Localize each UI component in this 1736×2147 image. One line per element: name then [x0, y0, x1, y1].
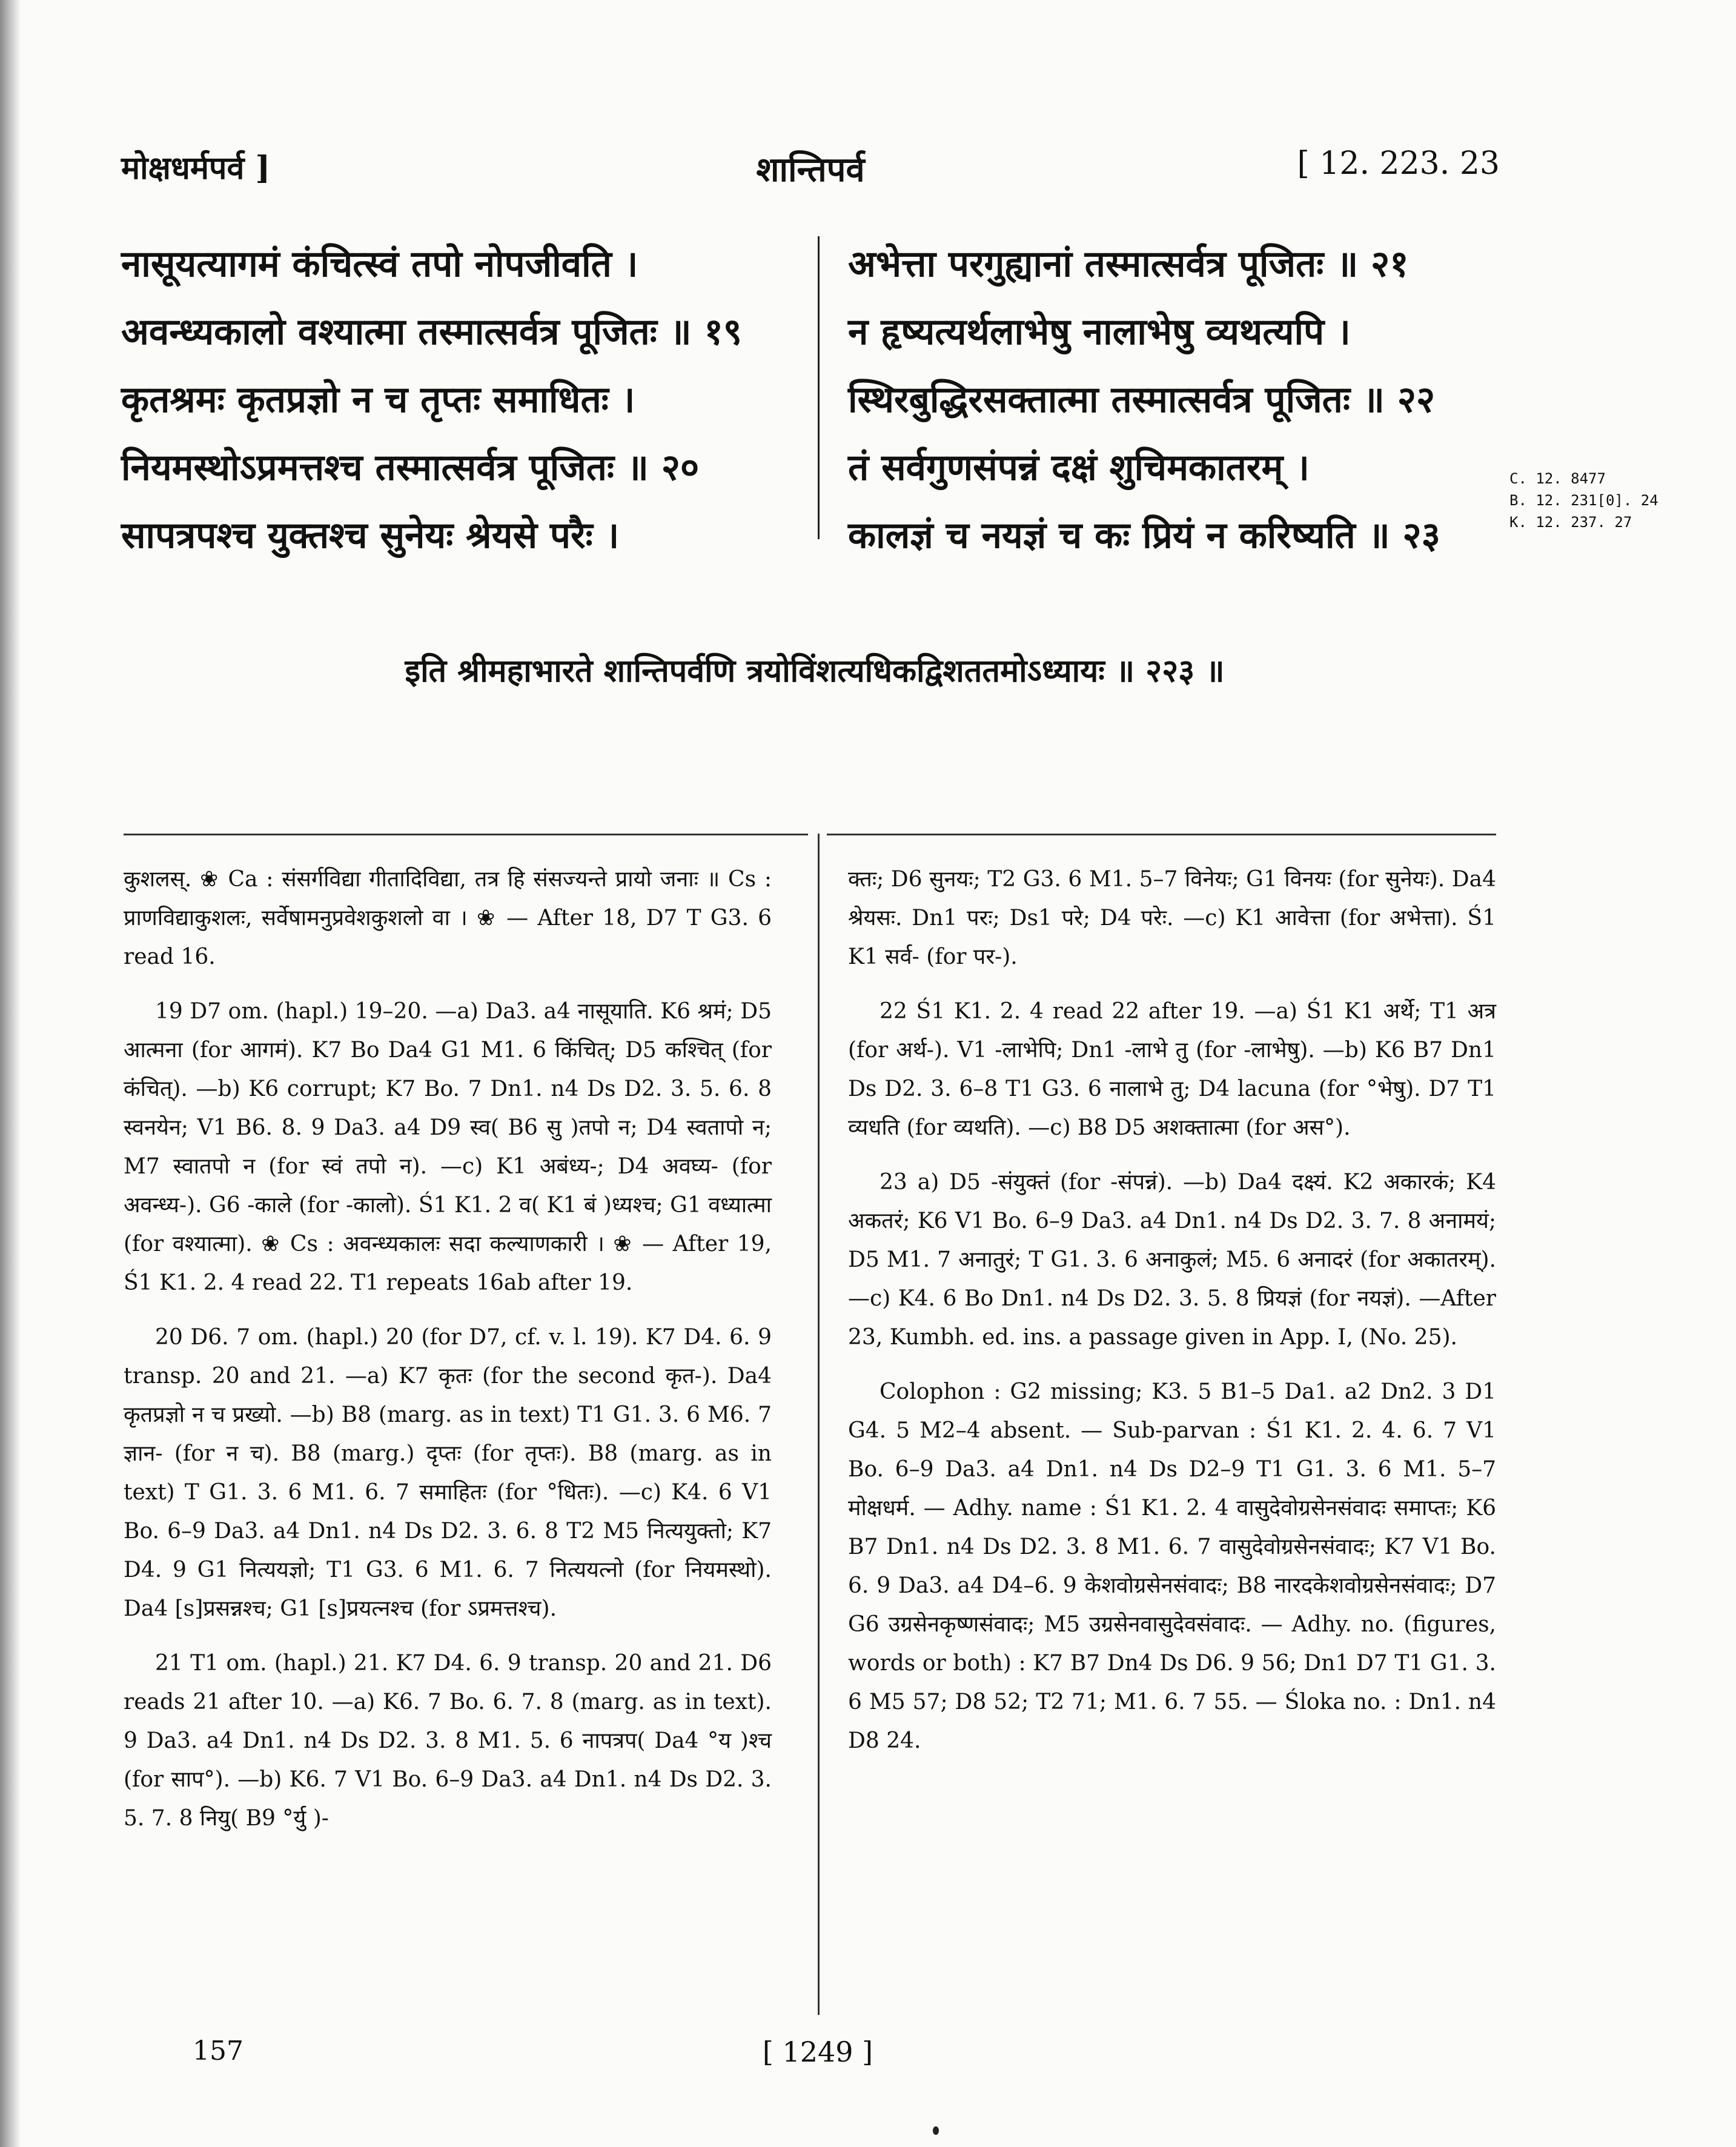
note-paragraph: 21 T1 om. (hapl.) 21. K7 D4. 6. 9 transp. 20 and 21. D6 reads 21 after 10. —a) K6. 7 Bo. 6. 7. 8 (marg. as in text). 9 Da3. a4 Dn1. n4 Ds D2. 3. 8 M1. 5. 6 नापत्रप( Da4 °य )श्च (for साप°). —b) K6. 7 V1 Bo. 6–9 Da3. a4 Dn1. n4 Ds D2. 3. 5. 7. 8 नियु( B9 °र्यु )- [124, 1651, 772, 1831]
verse-column-right [848, 230, 1520, 569]
verse-line: नासूयत्यागमं कंचित्स्वं तपो नोपजीवति । [121, 243, 638, 285]
verse-column-left [121, 230, 793, 569]
note-paragraph: 22 Ś1 K1. 2. 4 read 22 after 19. —a) Ś1 K1 अर्थे; T1 अत्र (for अर्थ-). V1 -लाभेपि; Dn1 -लाभे तु (for -लाभेषु). —b) K6 B7 Dn1 Ds D2. 3. 6–8 T1 G3. 6 नालाभे तु; D4 lacuna (for °भेषु). D7 T1 व्यधति (for व्यथति). —c) B8 D5 अशक्तात्मा (for अस°). [848, 999, 1496, 1140]
note-paragraph: 23 a) D5 -संयुक्तं (for -संपन्नं). —b) Da4 दक्ष्यं. K2 अकारकं; K4 अकतरं; K6 V1 Bo. 6–9 Da3. a4 Dn1. n4 Ds D2. 3. 7. 8 अनामयं; D5 M1. 7 अनातुरं; T G1. 3. 6 अनाकुलं; M5. 6 अनादरं (for अकातरम्). —c) K4. 6 Bo Dn1. n4 Ds D2. 3. 5. 8 प्रियज्ञं (for नयज्ञं). —After 23, Kumbh. ed. ins. a passage given in App. I, (No. 25). [848, 1170, 1496, 1350]
header-parvan-title: शान्तिपर्व [756, 150, 865, 190]
verse-line: कालज्ञं च नयज्ञं च कः प्रियं न करिष्यति ॥ २३ [848, 514, 1440, 557]
notes-rule-left [124, 834, 808, 835]
page-number: 157 [193, 2036, 244, 2066]
verse-line: अभेत्ता परगुह्यानां तस्मात्सर्वत्र पूजितः ॥ २१ [848, 243, 1409, 285]
header-section-title: मोक्षधर्मपर्व ] [121, 150, 271, 187]
verse-line: नियमस्थोऽप्रमत्तश्च तस्मात्सर्वत्र पूजितः ॥ २० [121, 446, 700, 489]
header-verse-ref: [ 12. 223. 23 [1297, 145, 1500, 182]
note-paragraph: कुशलस्. ❀ Ca : संसर्गविद्या गीतादिविद्या, तत्र हि संसज्यन्ते प्रायो जनाः ॥ Cs : प्राणविद्याकुशलः, सर्वेषामनुप्रवेशकुशलो वा । ❀ — After 18, D7 T G3. 6 read 16. [124, 867, 772, 969]
edition-ref: C. 12. 8477 [1509, 470, 1606, 487]
verse-column-divider [818, 236, 820, 539]
verse-line: न हृष्यत्यर्थलाभेषु नालाभेषु व्यथत्यपि । [848, 311, 1351, 353]
verse-line: सापत्रपश्च युक्तश्च सुनेयः श्रेयसे परैः । [121, 514, 620, 557]
note-paragraph: 19 D7 om. (hapl.) 19–20. —a) Da3. a4 नासूयाति. K6 श्रमं; D5 आत्मना (for आगमं). K7 Bo Da4 G1 M1. 6 किंचित्; D5 कश्चित् (for कंचित्). —b) K6 corrupt; K7 Bo. 7 Dn1. n4 Ds D2. 3. 5. 6. 8 स्वनयेन; V1 B6. 8. 9 Da3. a4 D9 स्व( B6 सु )तपो न; D4 स्वतापो न; M7 स्वातपो न (for स्वं तपो न). —c) K1 अबंध्य-; D4 अवघ्य- (for अवन्ध्य-). G6 -काले (for -कालो). Ś1 K1. 2 व( K1 बं )ध्यश्च; G1 वध्यात्मा (for वश्यात्मा). ❀ Cs : अवन्ध्यकालः सदा कल्याणकारी । ❀ — After 19, Ś1 K1. 2. 4 read 22. T1 repeats 16ab after 19. [124, 999, 772, 1295]
verse-line: तं सर्वगुणसंपन्नं दक्षं शुचिमकातरम् । [848, 446, 1310, 489]
notes-rule-right [827, 834, 1496, 835]
edition-ref: B. 12. 231[0]. 24 [1509, 492, 1658, 509]
edition-references [1509, 468, 1658, 533]
verse-line: स्थिरबुद्धिरसक्तात्मा तस्मात्सर्वत्र पूजितः ॥ २२ [848, 379, 1436, 421]
verse-line: अवन्ध्यकालो वश्यात्मा तस्मात्सर्वत्र पूजितः ॥ १९ [121, 311, 742, 353]
binding-shadow [0, 0, 21, 2147]
note-paragraph: क्तः; D6 सुनयः; T2 G3. 6 M1. 5–7 विनेयः; G1 विनयः (for सुनेयः). Da4 श्रेयसः. Dn1 परः; Ds1 परे; D4 परेः. —c) K1 आवेत्ता (for अभेत्ता). Ś1 K1 सर्व- (for पर-). [848, 867, 1496, 969]
critical-notes-left [124, 860, 772, 1854]
note-paragraph: 20 D6. 7 om. (hapl.) 20 (for D7, cf. v. l. 19). K7 D4. 6. 9 transp. 20 and 21. —a) K7 कृतः (for the second कृत-). Da4 कृतप्रज्ञो न च प्रख्यो. —b) B8 (marg. as in text) T1 G1. 3. 6 M6. 7 ज्ञान- (for न च). B8 (marg.) दृप्तः (for तृप्तः). B8 (marg. as in text) T G1. 3. 6 M1. 6. 7 समाहितः (for °धितः). —c) K4. 6 V1 Bo. 6–9 Da3. a4 Dn1. n4 Ds D2. 3. 6. 8 T2 M5 नित्ययुक्तो; K7 D4. 9 G1 नित्ययज्ञो; T1 G3. 6 M1. 6. 7 नित्ययत्नो (for नियमस्थो). Da4 [s]प्रसन्नश्च; G1 [s]प्रयत्नश्च (for ऽप्रमत्तश्च). [124, 1325, 772, 1621]
edition-ref: K. 12. 237. 27 [1509, 514, 1632, 531]
notes-column-divider [818, 834, 820, 2015]
critical-notes-right [848, 860, 1496, 1776]
ink-mark [933, 2126, 939, 2135]
running-header [121, 145, 1500, 194]
volume-page-number: [ 1249 ] [762, 2036, 873, 2068]
chapter-colophon: इति श्रीमहाभारते शान्तिपर्वणि त्रयोविंशत्यधिकद्विशततमोऽध्यायः ॥ २२३ ॥ [405, 652, 1225, 689]
verse-line: कृतश्रमः कृतप्रज्ञो न च तृप्तः समाधितः । [121, 379, 635, 421]
note-paragraph: Colophon : G2 missing; K3. 5 B1–5 Da1. a2 Dn2. 3 D1 G4. 5 M2–4 absent. — Sub-parvan : Ś1 K1. 2. 4. 6. 7 V1 Bo. 6–9 Da3. a4 Dn1. n4 Ds D2–9 T1 G1. 3. 6 M1. 5–7 मोक्षधर्म. — Adhy. name : Ś1 K1. 2. 4 वासुदेवोग्रसेनसंवादः समाप्तः; K6 B7 Dn1. n4 Ds D2. 3. 8 M1. 6. 7 वासुदेवोग्रसेनसंवादः; K7 V1 Bo. 6. 9 Da3. a4 D4–6. 9 केशवोग्रसेनसंवादः; B8 नारदकेशवोग्रसेनसंवादः; D7 G6 उग्रसेनकृष्णसंवादः; M5 उग्रसेनवासुदेवसंवादः. — Adhy. no. (figures, words or both) : K7 B7 Dn4 Ds D6. 9 56; Dn1 D7 T1 G1. 3. 6 M5 57; D8 52; T2 71; M1. 6. 7 55. — Śloka no. : Dn1. n4 D8 24. [848, 1379, 1496, 1753]
verse-block [121, 230, 1508, 557]
